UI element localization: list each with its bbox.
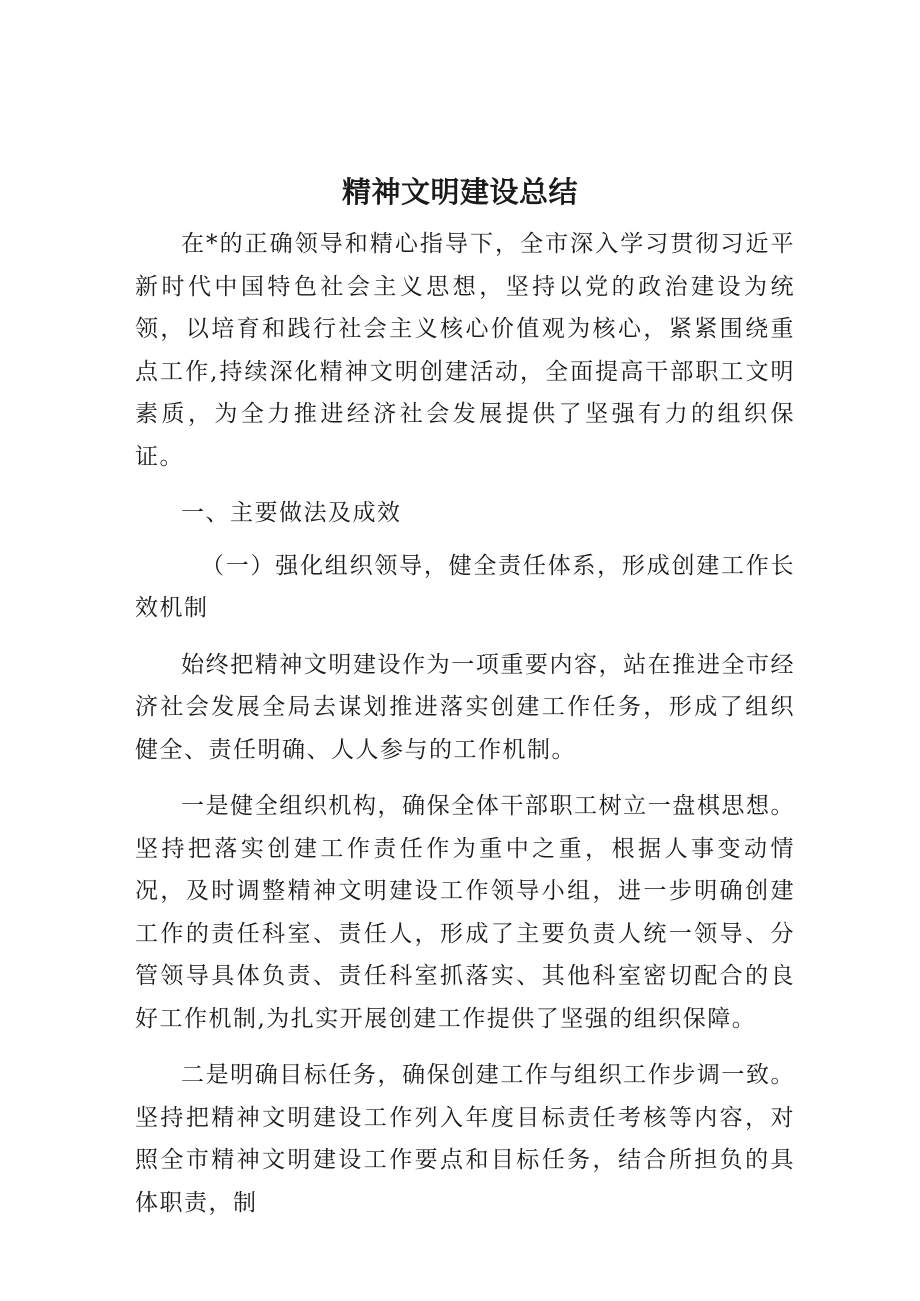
body-paragraph-2: 一是健全组织机构，确保全体干部职工树立一盘棋思想。坚持把落实创建工作责任作为重中之重，根据人事变动情况，及时调整精神文明建设工作领导小组，进一步明确创建工作的责任科室、责任人，形成了主要负责人统一领导、分管领导具体负责、责任科室抓落实、其他科室密切配合的良好工作机制,为扎实开展创建工作提供了坚强的组织保障。 (135, 793, 795, 1032)
section-heading: 一、主要做法及成效 (181, 500, 402, 526)
body-paragraph-3: 二是明确目标任务，确保创建工作与组织工作步调一致。坚持把精神文明建设工作列入年度目标责任考核等内容，对照全市精神文明建设工作要点和目标任务，结合所担负的具体职责，制 (135, 1062, 795, 1216)
document-title: 精神文明建设总结 (341, 175, 578, 209)
intro-paragraph: 在*的正确领导和精心指导下，全市深入学习贯彻习近平新时代中国特色社会主义思想，坚持以党的政治建设为统领，以培育和践行社会主义核心价值观为核心，紧紧围绕重点工作,持续深化精神文明创建活动，全面提高干部职工文明素质，为全力推进经济社会发展提供了坚强有力的组织保证。 (135, 231, 795, 470)
subsection-heading: （一）强化组织领导，健全责任体系，形成创建工作长效机制 (135, 552, 795, 621)
body-paragraph-1: 始终把精神文明建设作为一项重要内容，站在推进全市经济社会发展全局去谋划推进落实创建工作任务，形成了组织健全、责任明确、人人参与的工作机制。 (135, 651, 795, 763)
document-body (135, 223, 795, 1224)
